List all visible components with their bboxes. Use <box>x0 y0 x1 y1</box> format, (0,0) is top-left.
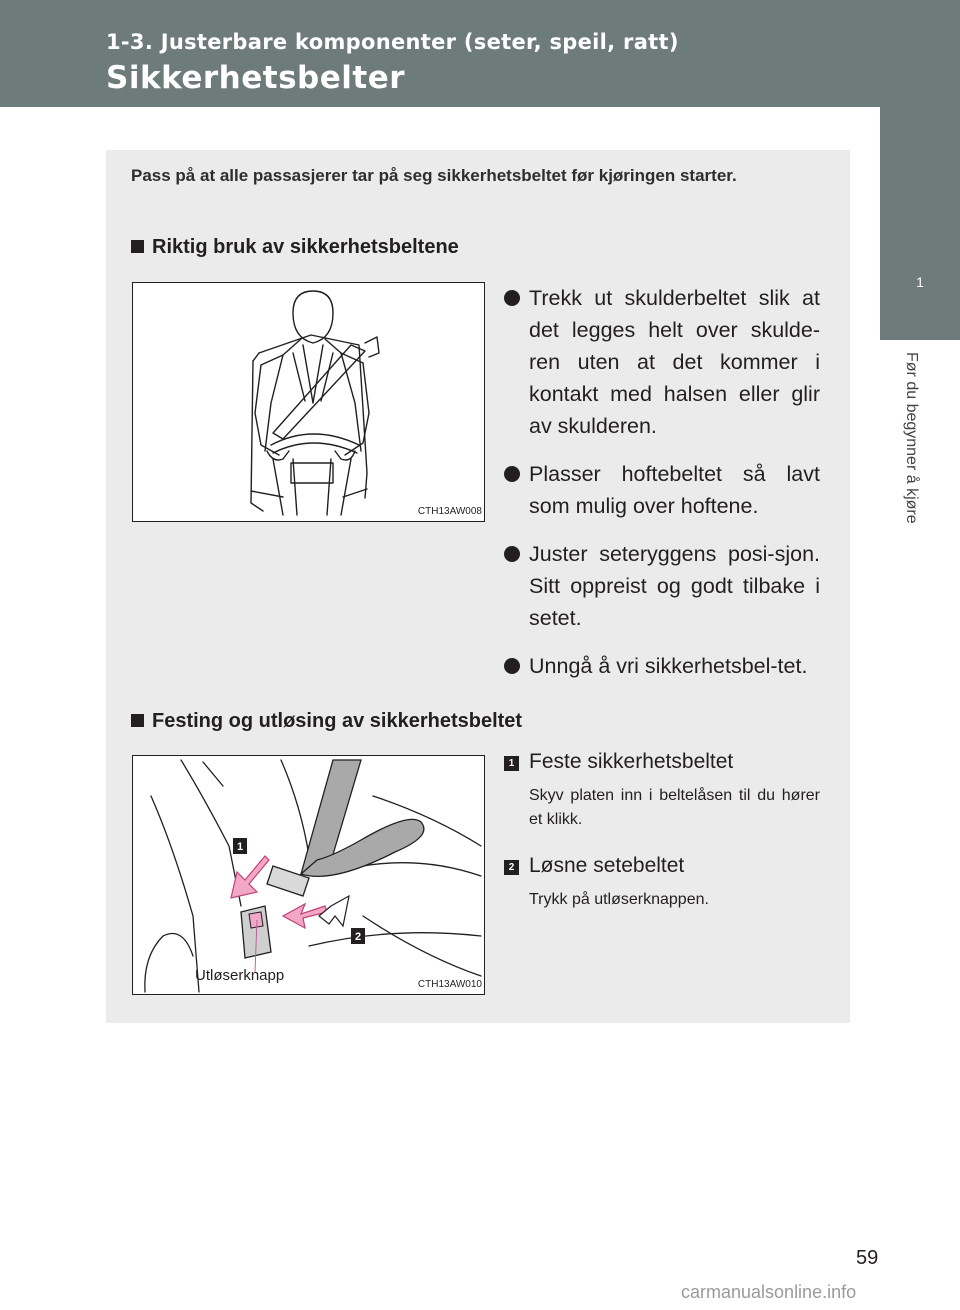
page-header <box>0 0 960 107</box>
bullet-item <box>504 282 820 442</box>
chapter-label <box>896 352 920 572</box>
bullet-text: Plasser hoftebeltet så lavt som mulig over hoftene. <box>529 462 820 518</box>
buckle-steps <box>504 748 820 912</box>
bullet-text: Trekk ut skulderbeltet slik at det legges helt over skulde-ren uten at det kommer i kontakt med halsen eller glir av skulderen. <box>529 286 820 438</box>
bullet-item <box>504 650 820 682</box>
page-title: Sikkerhetsbelter <box>106 60 406 96</box>
buckle-illustration <box>133 756 483 993</box>
step-title: Feste sikkerhetsbeltet <box>529 750 734 773</box>
chapter-number: 1 <box>916 274 924 290</box>
release-button-label: Utløserknapp <box>195 967 285 984</box>
figure-buckle <box>132 755 485 995</box>
bullet-dot-icon <box>504 658 520 674</box>
watermark: carmanualsonline.info <box>681 1282 857 1302</box>
page-number: 59 <box>856 1247 879 1269</box>
side-bar <box>880 107 960 220</box>
chapter-label-text: Før du begynner å kjøre <box>903 352 920 524</box>
side-bar-lower <box>880 340 960 1310</box>
bullet-item <box>504 458 820 522</box>
intro-text: Pass på at alle passasjerer tar på seg sikkerhetsbeltet før kjøringen starter. <box>131 166 737 185</box>
usage-bullets <box>504 282 820 698</box>
figure-code: CTH13AW010 <box>417 979 482 990</box>
step-text: Trykk på utløserknappen. <box>529 891 709 908</box>
bullet-dot-icon <box>504 290 520 306</box>
step-fasten <box>504 748 820 832</box>
section-heading-correct-use <box>131 236 459 259</box>
step-number-badge: 2 <box>504 860 519 875</box>
section-heading-text: Riktig bruk av sikkerhetsbeltene <box>152 236 459 258</box>
bullet-dot-icon <box>504 546 520 562</box>
square-bullet-icon <box>131 240 144 253</box>
callout-2: 2 <box>354 931 362 943</box>
step-number-badge: 1 <box>504 756 519 771</box>
section-title: 1-3. Justerbare komponenter (seter, speil, ratt) <box>106 30 679 54</box>
bullet-text: Unngå å vri sikkerhetsbel-tet. <box>529 654 808 678</box>
square-bullet-icon <box>131 714 144 727</box>
callout-1: 1 <box>236 841 244 853</box>
figure-code: CTH13AW008 <box>417 506 482 517</box>
seated-person-illustration <box>133 283 483 520</box>
step-title: Løsne setebeltet <box>529 854 685 877</box>
step-text: Skyv platen inn i beltelåsen til du hører et klikk. <box>529 787 820 828</box>
chapter-tab <box>880 220 960 340</box>
figure-seated-person <box>132 282 485 522</box>
bullet-text: Juster seteryggens posi-sjon. Sitt oppreist og godt tilbake i setet. <box>529 542 820 630</box>
bullet-dot-icon <box>504 466 520 482</box>
section-heading-text: Festing og utløsing av sikkerhetsbeltet <box>152 710 523 732</box>
bullet-item <box>504 538 820 634</box>
step-release <box>504 852 820 912</box>
section-heading-fastening <box>131 710 522 733</box>
